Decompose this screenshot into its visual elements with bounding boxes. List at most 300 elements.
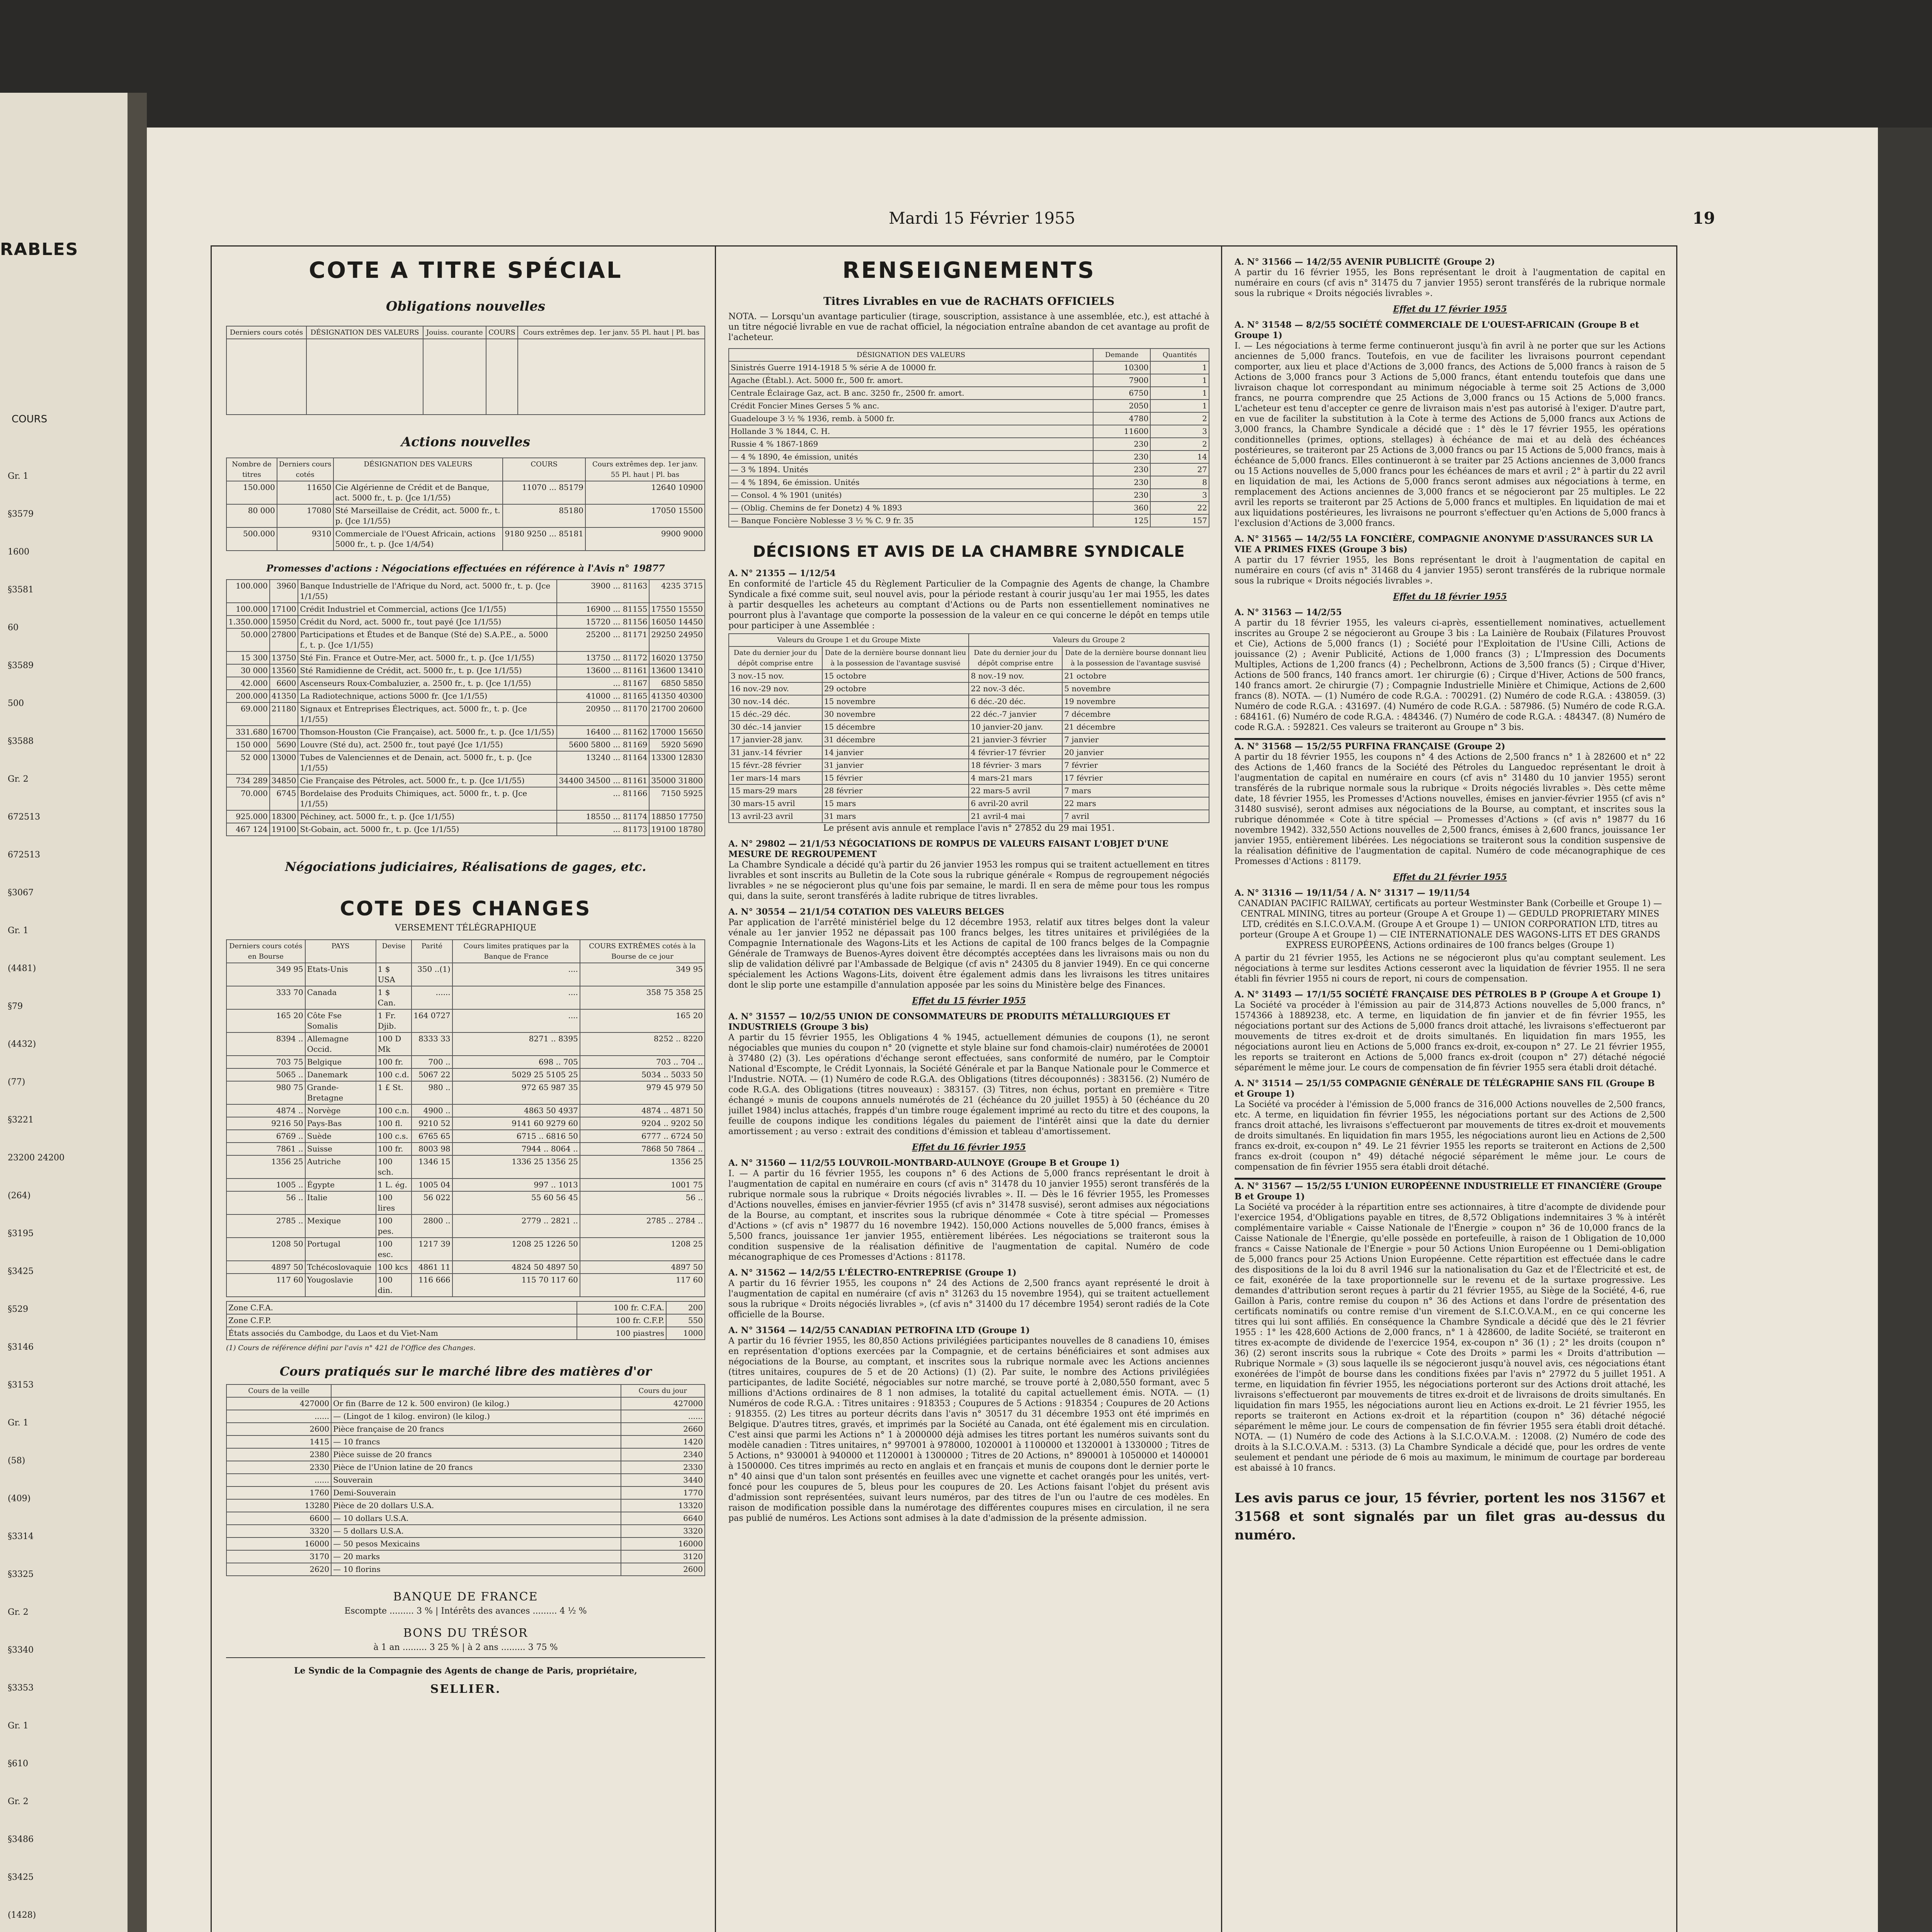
promesses-row-cell: 6600 [270,677,298,690]
promesses-row [226,787,705,810]
avis-31316-head: A. N° 31316 — 19/11/54 / A. N° 31317 — 19/11/54 [1235,888,1470,898]
left-page-row: 23200 24200 [8,1153,65,1163]
groupe-row-cell: 4 février-17 février [969,746,1062,759]
or-row-cell: — (Lingot de 1 kilog. environ) (le kilog.) [331,1410,621,1423]
avis-31560-text: I. — A partir du 16 février 1955, les coupons n° 6 des Actions de 5,000 francs représentant le droit à l'augmentation de capital en numéraire en cours (cf avis n° 31478 du 10 janvier 1955) seront transférés de la rubrique normale sous la rubrique « Droits négociés livrables ». II. — Dès le 16 février 1955, les Promesses d'Actions nouvelles, émises en janvier-février 1955 (cf avis n° 31478 susvisé), seront admises aux négociations de la Bourse, au comptant, et inscrites sous la rubrique dénommée « Cote à titre spécial — Promesses d'Actions » (cf avis n° 19877 du 16 novembre 1942). 150,000 Actions nouvelles de 5,000 francs, émises à 5,500 francs, jouissance 1er janvier 1955, entièrement libérées. Les négociations se traiteront sous la condition suspensive de la réalisation définitive de l'augmentation de capital. Numéro de code mécanographique de ces Promesses d'Actions : 81178. [728,1169,1209,1262]
promesses-row-cell: 35000 31800 [649,774,705,787]
promesses-row-cell: 25200 ... 81171 [557,628,649,651]
left-page-row: §3425 [8,1872,34,1882]
or-row [226,1486,705,1499]
avis-31564-head: A. N° 31564 — 14/2/55 CANADIAN PETROFINA LTD (Groupe 1) [728,1325,1030,1335]
groupe-dates-table [728,633,1209,823]
promesses-row-cell: 5920 5690 [649,738,705,751]
changes-row-cell: 100 c.d. [376,1068,412,1081]
promesses-row-cell: 15950 [270,616,298,628]
avis-31568-head: A. N° 31568 — 15/2/55 PURFINA FRANÇAISE (Groupe 2) [1235,738,1665,752]
or-row [226,1474,705,1486]
groupe-row-cell: 15 mars-29 mars [729,784,822,797]
groupe-row-cell: 30 nov.-14 déc. [729,695,822,708]
groupe-row [729,772,1209,784]
promesses-row-cell: 16900 ... 81155 [557,603,649,616]
groupe-row-cell: 4 mars-21 mars [969,772,1062,784]
or-row-cell: 2330 [226,1461,331,1474]
avis-30554-head: A. N° 30554 — 21/1/54 COTATION DES VALEURS BELGES [728,907,1004,917]
promesses-row-cell: 13750 ... 81172 [557,651,649,664]
rachats-row-cell: — 4 % 1894, 6e émission. Unités [729,476,1093,489]
changes-row-cell: 56 022 [412,1191,452,1214]
changes-row-cell: 1 $ USA [376,963,412,986]
changes-row-cell: 1208 25 1226 50 [452,1238,580,1261]
changes-row-cell: Autriche [305,1155,376,1179]
rachats-row-cell: 230 [1093,438,1150,451]
changes-row-cell: 703 75 [226,1056,305,1068]
promesses-row-cell: 70.000 [226,787,270,810]
negociations-judiciaires: Négociations judiciaires, Réalisations de gages, etc. [285,859,646,874]
left-page-fragment [0,93,128,1932]
rachats-header: Quantités [1150,349,1209,361]
changes-row-cell: 1005 04 [412,1179,452,1191]
changes-row-cell: 5029 25 5105 25 [452,1068,580,1081]
or-row-cell: Souverain [331,1474,621,1486]
promesses-table [226,579,705,836]
changes-row-cell: 5067 22 [412,1068,452,1081]
or-row [226,1397,705,1410]
changes-row-cell: 1356 25 [580,1155,705,1179]
groupe-row-cell: 15 mars [822,797,969,810]
changes-row-cell: 56 .. [226,1191,305,1214]
changes-row-cell: 9141 60 9279 60 [452,1117,580,1130]
left-page-row: Gr. 1 [8,926,29,935]
or-row-cell: 2380 [226,1448,331,1461]
changes-row-cell: Belgique [305,1056,376,1068]
left-page-row: §3325 [8,1570,34,1579]
bons-tresor-rates: à 1 an ......... 3 25 % | à 2 ans ......... 3 75 % [373,1643,558,1652]
changes-row [226,1274,705,1297]
changes-row-cell: Égypte [305,1179,376,1191]
promesses-row-cell: 6850 5850 [649,677,705,690]
rachats-row-cell: Russie 4 % 1867-1869 [729,438,1093,451]
changes-row-cell: Etats-Unis [305,963,376,986]
or-row-cell: 1415 [226,1435,331,1448]
promesses-row [226,651,705,664]
or-row-cell: 427000 [621,1397,705,1410]
changes-note: (1) Cours de référence défini par l'avis n° 421 de l'Office des Changes. [226,1344,476,1352]
rachats-row-cell: — Banque Foncière Noblesse 3 ½ % C. 9 fr. 35 [729,514,1093,527]
left-page-row: §3221 [8,1115,34,1125]
zone-row [226,1301,705,1314]
bons-tresor-title: BONS DU TRÉSOR [403,1626,528,1640]
or-row-cell: 13280 [226,1499,331,1512]
promesses-row-cell: 42.000 [226,677,270,690]
groupe-row-cell: 15 octobre [822,670,969,682]
promesses-row-cell: 16400 ... 81162 [557,726,649,738]
actions-header: Derniers cours cotés [277,458,333,481]
groupe-row-cell: 30 novembre [822,708,969,721]
groupe-row [729,695,1209,708]
avis-31548-text: I. — Les négociations à terme ferme continueront jusqu'à fin avril à ne porter que sur les Actions anciennes de 5,000 francs. Toutefois, en vue de faciliter les livraisons pourront cependant comporter, aux lieu et place d'Actions de 3,000 francs, des Actions de 5,000 francs à raison de 5 Actions de 3,000 francs pour 3 Actions de 5,000 francs, étant entendu toutefois que dans une livraison chaque lot correspondant au minimum négociable à terme soit 25 Actions de 3,000 francs, ne pourra comprendre que 25 Actions de 3,000 francs ou 15 Actions de 5,000 francs. L'acheteur est tenu d'accepter ce genre de livraison mais n'est pas autorisé à l'exiger. D'autre part, en vue de faciliter la substitution à la Cote à terme des Actions de 5,000 francs aux Actions de 3,000 francs, la Chambre Syndicale a décidé que : 1° dès le 17 février 1955, les opérations conditionnelles (primes, options, stellages) à échéance de mai et au delà des échéances postérieures, se traiteront par 25 Actions de 3,000 francs ou par 15 Actions de 5,000 francs, mais à échéance de 5,000 francs. Elles continueront à se traiter par 25 Actions anciennes de 3,000 francs ou 15 Actions nouvelles de 5,000 francs pour les échéances de mars et avril ; 2° à partir du 22 avril en liquidation de mai, les Actions de 5,000 francs seront admises aux négociations à terme, en remplacement des Actions anciennes de 3,000 francs et se négocieront par 25 multiples. Le 22 avril les reports se traiteront par 25 Actions de 5,000 francs et multiples. En liquidation de mai et aux liquidations postérieures, les livraisons ne pourront s'effectuer qu'en Actions de 5,000 francs à l'exclusion d'Actions de 3,000 francs. [1235,341,1665,528]
rachats-row-cell: 125 [1093,514,1150,527]
or-row-cell: 2330 [621,1461,705,1474]
changes-row-cell: 1 $ Can. [376,986,412,1009]
actions-header: DÉSIGNATION DES VALEURS [333,458,503,481]
groupe-row [729,746,1209,759]
promesses-row-cell: Thomson-Houston (Cie Française), act. 5000 fr., t. p. (Jce 1/1/55) [298,726,557,738]
changes-header: Derniers cours cotés en Bourse [226,940,305,963]
promesses-row-cell: 16020 13750 [649,651,705,664]
effet-17-fevrier: Effet du 17 février 1955 [1393,304,1507,314]
avis-31557-head: A. N° 31557 — 10/2/55 UNION DE CONSOMMATEURS DE PRODUITS MÉTALLURGIQUES ET INDUSTRIELS (Groupe 3 bis) [728,1012,1170,1032]
promesses-row-cell: 15 300 [226,651,270,664]
cote-changes-title: COTE DES CHANGES [340,897,592,920]
zone-row-cell: 100 fr. C.F.A. [577,1301,666,1314]
or-row [226,1461,705,1474]
rachats-row-cell: — 4 % 1890, 4e émission, unités [729,451,1093,463]
changes-row-cell: .... [452,986,580,1009]
rachats-row-cell: 2050 [1093,400,1150,412]
promesses-row-cell: 18850 17750 [649,810,705,823]
groupe-row-cell: 7 décembre [1062,708,1209,721]
groupe-row [729,733,1209,746]
changes-header: Devise [376,940,412,963]
avis-31567-head: A. N° 31567 — 15/2/55 L'UNION EUROPÉENNE INDUSTRIELLE ET FINANCIÈRE (Groupe B et Groupe 1) [1235,1178,1665,1202]
or-row [226,1537,705,1550]
promesses-row-cell: 13600 13410 [649,664,705,677]
rachats-note: NOTA. — Lorsqu'un avantage particulier (tirage, souscription, assistance à une assemblée, etc.), est attaché à un titre négocié livrable en vue de rachat officiel, la négociation entraîne abandon de cet avantage au profit de l'acheteur. [728,312,1209,342]
changes-row-cell: 117 60 [580,1274,705,1297]
promesses-row-cell: 4235 3715 [649,580,705,603]
or-row-cell: — 10 florins [331,1563,621,1576]
groupe-row-cell: 13 avril-23 avril [729,810,822,823]
changes-row [226,1130,705,1143]
rachats-row-cell: Guadeloupe 3 ½ % 1936, remb. à 5000 fr. [729,412,1093,425]
groupe-row-cell: 31 mars [822,810,969,823]
rachats-row-cell: 1 [1150,361,1209,374]
changes-row-cell: 7944 .. 8064 .. [452,1143,580,1155]
oblig-header: Cours extrêmes dep. 1er janv. 55 Pl. haut | Pl. bas [518,326,705,339]
or-row-cell: 2660 [621,1423,705,1435]
groupe-row-cell: 31 décembre [822,733,969,746]
promesses-row-cell: Participations et Études et de Banque (Sté de) S.A.P.E., a. 5000 f., t. p. (Jce 1/1/55) [298,628,557,651]
changes-row-cell: Portugal [305,1238,376,1261]
rachats-row-cell: Centrale Éclairage Gaz, act. B anc. 3250 fr., 2500 fr. amort. [729,387,1093,400]
rachats-row-cell: 1 [1150,400,1209,412]
zone-row [226,1327,705,1340]
zone-row-cell: 100 fr. C.F.P. [577,1314,666,1327]
avis-31563-head: A. N° 31563 — 14/2/55 [1235,607,1342,617]
left-page-cours-label: COURS [12,413,48,425]
chambre-syndicale-title: DÉCISIONS ET AVIS DE LA CHAMBRE SYNDICALE [753,543,1185,561]
changes-row-cell: 333 70 [226,986,305,1009]
zone-row-cell: États associés du Cambodge, du Laos et du Viet-Nam [226,1327,577,1340]
changes-row-cell: 698 .. 705 [452,1056,580,1068]
or-row-cell: 1420 [621,1435,705,1448]
rachats-header: Demande [1093,349,1150,361]
zone-row-cell: 550 [666,1314,705,1327]
promesses-row-cell: 13300 12830 [649,751,705,774]
changes-row-cell: 6769 .. [226,1130,305,1143]
actions-row-cell: 12640 10900 [585,481,705,504]
or-row [226,1410,705,1423]
groupe-row-cell: 21 avril-4 mai [969,810,1062,823]
or-row-cell: 3440 [621,1474,705,1486]
or-row-cell: Pièce suisse de 20 francs [331,1448,621,1461]
changes-row-cell: 100 kcs [376,1261,412,1274]
groupe-row-cell: 5 novembre [1062,682,1209,695]
promesses-row-cell: 16700 [270,726,298,738]
changes-row [226,1238,705,1261]
groupe-row [729,784,1209,797]
page-edge [1878,128,1932,1932]
promesses-row [226,702,705,726]
promesses-row-cell: 50.000 [226,628,270,651]
promesses-row-cell: 100.000 [226,580,270,603]
changes-row-cell: 9204 .. 9202 50 [580,1117,705,1130]
changes-row [226,1032,705,1056]
groupe-row-cell: 29 octobre [822,682,969,695]
changes-row-cell: 2779 .. 2821 .. [452,1214,580,1238]
promesses-row-cell: 150 000 [226,738,270,751]
groupe-row-cell: 20 janvier [1062,746,1209,759]
changes-row-cell: 56 .. [580,1191,705,1214]
or-row-cell: Demi-Souverain [331,1486,621,1499]
oblig-header: Jouiss. courante [423,326,486,339]
promesses-row-cell: 3960 [270,580,298,603]
avis-31316-text: A partir du 21 février 1955, les Actions ne se négocieront plus qu'au comptant seulement. Les négociations à terme sur lesdites Actions cesseront avec la liquidation de février 1955. Il ne sera établi fin février 1955 ni cours de report, ni cours de compensation. [1235,953,1665,984]
zones-table [226,1301,705,1340]
rachats-row-cell: 3 [1150,489,1209,502]
or-row [226,1423,705,1435]
banque-de-france-title: BANQUE DE FRANCE [393,1590,538,1604]
promesses-row-cell: 13000 [270,751,298,774]
promesses-row-cell: 30 000 [226,664,270,677]
groupe-row-cell: 15 novembre [822,695,969,708]
obligations-title: Obligations nouvelles [386,299,546,314]
groupe-row-cell: 7 février [1062,759,1209,772]
actions-row-cell: 150.000 [226,481,277,504]
changes-row-cell: Norvège [305,1104,376,1117]
changes-row-cell: 100 fl. [376,1117,412,1130]
changes-row-cell: 4863 50 4937 [452,1104,580,1117]
changes-row [226,1214,705,1238]
rachats-row-cell: 6750 [1093,387,1150,400]
or-row-cell: 13320 [621,1499,705,1512]
changes-row [226,1179,705,1191]
rachats-row-cell: 8 [1150,476,1209,489]
left-page-row: (58) [8,1456,26,1466]
promesses-row-cell: 21180 [270,702,298,726]
column-rule-2 [1221,245,1222,1932]
changes-row-cell: 1001 75 [580,1179,705,1191]
avis-30554-text: Par application de l'arrêté ministériel belge du 12 décembre 1953, relatif aux titres belges dont la valeur vénale au 1er janvier 1952 ne dépassait pas 100 francs belges, les titres unitaires et privilégiées de la Compagnie Internationale des Wagons-Lits et les Actions de capital de 100 francs belges de la Compagnie Générale de Tramways de Buenos-Ayres doivent être décomptés acceptées dans les livraisons mais ou non du slip de validation délivré par l'Ambassade de Belgique (cf avis n° 24305 du 8 janvier 1949). En ce qui concerne spécialement les Actions Wagons-Lits, doivent être également admis dans les livraisons les titres unitaires dont le slip porte une estampille d'annulation apposée par les soins du Ministère belge des Finances. [728,918,1209,990]
changes-row-cell: 997 .. 1013 [452,1179,580,1191]
cote-titre-special-title: COTE A TITRE SPÉCIAL [309,257,622,283]
left-page-row: 500 [8,699,24,708]
left-page-row: (1428) [8,1910,36,1920]
groupe-row-cell: 17 janvier-28 janv. [729,733,822,746]
promesses-row [226,664,705,677]
or-row-cell: 1770 [621,1486,705,1499]
rachats-row-cell: 230 [1093,476,1150,489]
changes-row-cell: 2785 .. [226,1214,305,1238]
actions-row-cell: 9180 9250 ... 85181 [503,527,585,551]
changes-row-cell: Suède [305,1130,376,1143]
changes-row-cell: Yougoslavie [305,1274,376,1297]
groupe-row [729,810,1209,823]
changes-row-cell: 4897 50 [580,1261,705,1274]
avis-31548-head: A. N° 31548 — 8/2/55 SOCIÉTÉ COMMERCIALE DE L'OUEST-AFRICAIN (Groupe B et Groupe 1) [1235,320,1639,340]
changes-row-cell: 7868 50 7864 .. [580,1143,705,1155]
promesses-row [226,751,705,774]
actions-row-cell: 500.000 [226,527,277,551]
or-row-cell: 3120 [621,1550,705,1563]
actions-row-cell: 85180 [503,504,585,527]
groupe-row-cell: 15 décembre [822,721,969,733]
changes-row-cell: 1217 39 [412,1238,452,1261]
column-cote-titre-special [226,257,705,1932]
changes-row-cell: Danemark [305,1068,376,1081]
oblig-header: DÉSIGNATION DES VALEURS [306,326,423,339]
rachats-header: DÉSIGNATION DES VALEURS [729,349,1093,361]
or-row-cell: 16000 [226,1537,331,1550]
column-avis-suite [1235,257,1665,1932]
groupe-row [729,670,1209,682]
zone-row-cell: 100 piastres [577,1327,666,1340]
left-page-row: §3589 [8,661,34,670]
promesses-row-cell: 5690 [270,738,298,751]
promesses-row-cell: 100.000 [226,603,270,616]
promesses-row-cell: 16050 14450 [649,616,705,628]
changes-row-cell: 55 60 56 45 [452,1191,580,1214]
groupe-row [729,708,1209,721]
left-page-row: §610 [8,1759,28,1769]
changes-row-cell: 8333 33 [412,1032,452,1056]
changes-row-cell: 8271 .. 8395 [452,1032,580,1056]
actions-row-cell: 17080 [277,504,333,527]
promesses-row-cell: 41350 [270,690,298,702]
changes-row-cell: 100 din. [376,1274,412,1297]
promesses-row-cell: 21700 20600 [649,702,705,726]
changes-row-cell: 1208 50 [226,1238,305,1261]
left-page-row: (409) [8,1494,31,1503]
changes-row-cell: 358 75 358 25 [580,986,705,1009]
rachats-row-cell: 1 [1150,374,1209,387]
or-row-cell: — 10 francs [331,1435,621,1448]
changes-row [226,986,705,1009]
left-page-row: Gr. 2 [8,774,29,784]
changes-row-cell: 9210 52 [412,1117,452,1130]
rachats-row [729,361,1209,374]
changes-row-cell: 4897 50 [226,1261,305,1274]
left-page-row: 672513 [8,812,40,822]
groupe-row-cell: 22 déc.-7 janvier [969,708,1062,721]
rachats-row-cell: 3 [1150,425,1209,438]
rachats-row-cell: 157 [1150,514,1209,527]
changes-row-cell: 100 sch. [376,1155,412,1179]
rachats-row [729,463,1209,476]
or-row [226,1525,705,1537]
or-row-cell: 3320 [226,1525,331,1537]
promesses-row-cell: 13600 ... 81161 [557,664,649,677]
changes-row-cell: 6777 .. 6724 50 [580,1130,705,1143]
or-header: Cours de la veille [226,1384,331,1397]
changes-row [226,1143,705,1155]
avis-29802-text: La Chambre Syndicale a décidé qu'à partir du 26 janvier 1953 les rompus qui se traitent actuellement en titres livrables et sont inscrits au Bulletin de la Cote sous la rubrique générale « Rompus de regroupement négociés livrables » ne se négocieront plus qu'une fois par semaine, le mardi. Il en sera de même pour tous les rompus qui, dans la suite, seront transférés à ladite rubrique de titres livrables. [728,860,1209,901]
avis-31562-text: A partir du 16 février 1955, les coupons n° 24 des Actions de 2,500 francs ayant représenté le droit à l'augmentation de capital en numéraire (cf avis n° 31263 du 15 novembre 1954), qui se traitent actuellement sous la rubrique « Droits négociés livrables », (cf avis n° 31400 du 17 décembre 1954) seront radiés de la Cote officielle de la Bourse. [728,1279,1209,1320]
rachats-row-cell: Crédit Foncier Mines Gerses 5 % anc. [729,400,1093,412]
changes-row-cell: 100 c.s. [376,1130,412,1143]
changes-row-cell: 115 70 117 60 [452,1274,580,1297]
left-page-row: §3146 [8,1342,34,1352]
groupe-row-cell: 21 janvier-3 février [969,733,1062,746]
or-row-cell: — 50 pesos Mexicains [331,1537,621,1550]
changes-row-cell: 4874 .. 4871 50 [580,1104,705,1117]
banque-de-france-rates: Escompte ......... 3 % | Intérêts des avances ......... 4 ½ % [344,1606,587,1616]
promesses-row-cell: 15720 ... 81156 [557,616,649,628]
rachats-row [729,425,1209,438]
groupe-row-cell: 30 mars-15 avril [729,797,822,810]
changes-row [226,1056,705,1068]
groupe-subheader: Date du dernier jour du dépôt comprise entre [969,646,1062,670]
promesses-row-cell: 52 000 [226,751,270,774]
changes-row-cell: 164 0727 [412,1009,452,1032]
actions-row [226,504,705,527]
promesses-row-cell: Tubes de Valenciennes et de Denain, act. 5000 fr., t. p. (Jce 1/1/55) [298,751,557,774]
changes-row-cell: Grande-Bretagne [305,1081,376,1104]
or-table [226,1384,705,1576]
actions-row-cell: 9310 [277,527,333,551]
promesses-row-cell: 20950 ... 81170 [557,702,649,726]
actions-row-cell: Cie Algérienne de Crédit et de Banque, act. 5000 fr., t. p. (Jce 1/1/55) [333,481,503,504]
left-page-row: §3353 [8,1683,34,1693]
groupe-subheader: Date de la dernière bourse donnant lieu à la possession de l'avantage susvisé [1062,646,1209,670]
groupe-row-cell: 31 janv.-14 février [729,746,822,759]
avis-31565-text: A partir du 17 février 1955, les Bons représentant le droit à l'augmentation de capital en numéraire en cours (cf avis n° 31468 du 4 janvier 1955) seront transférés de la rubrique normale sous la rubrique « Droits négociés livrables ». [1235,555,1665,586]
promesses-row-cell: 1.350.000 [226,616,270,628]
promesses-row [226,603,705,616]
changes-row-cell: 6765 65 [412,1130,452,1143]
avis-31514-text: La Société va procéder à l'émission de 5,000 francs de 316,000 Actions nouvelles de 2,500 francs, etc. A terme, en liquidation fin février 1955, les négociations portant sur des Actions de 2,500 francs droit attaché, les livraisons s'effectueront par mouvements de titres ex-droit et mouvements de droits simultanés. En liquidation fin mars 1955, les négociations auront lieu en Actions de 2,500 francs ex-droit, ex-coupon n° 49. Le 21 février 1955 les reports se traiteront en Actions de 2,500 francs ex-droit (coupon n° 49) détaché négocié séparément le même jour. Le cours de compensation de fin février 1955 sera établi droit détaché. [1235,1100,1665,1172]
left-page-row: §3425 [8,1267,34,1276]
avis-31560-head: A. N° 31560 — 11/2/55 LOUVROIL-MONTBARD-AULNOYE (Groupe B et Groupe 1) [728,1158,1120,1168]
changes-row [226,1117,705,1130]
groupe-row-cell: 28 février [822,784,969,797]
changes-header: COURS EXTRÊMES cotés à la Bourse de ce jour [580,940,705,963]
zone-row-cell: 200 [666,1301,705,1314]
groupe-row-cell: 6 déc.-20 déc. [969,695,1062,708]
changes-row-cell: Tchécoslovaquie [305,1261,376,1274]
promesses-row-cell: 34850 [270,774,298,787]
or-row-cell: Pièce de l'Union latine de 20 francs [331,1461,621,1474]
left-page-row: Gr. 1 [8,471,29,481]
actions-row [226,527,705,551]
groupe-row-cell: 6 avril-20 avril [969,797,1062,810]
avis-31493-head: A. N° 31493 — 17/1/55 SOCIÉTÉ FRANÇAISE DES PÉTROLES B P (Groupe A et Groupe 1) [1235,990,1661,1000]
rachats-row-cell: 27 [1150,463,1209,476]
left-page-row: §3067 [8,888,34,898]
changes-row-cell: 703 .. 704 .. [580,1056,705,1068]
actions-nouvelles-table [226,457,705,551]
promesses-row [226,774,705,787]
changes-row-cell: 979 45 979 50 [580,1081,705,1104]
promesses-row-cell: 7150 5925 [649,787,705,810]
left-page-row: (264) [8,1191,31,1201]
rachats-row-cell: 10300 [1093,361,1150,374]
groupe-subheader: Date de la dernière bourse donnant lieu à la possession de l'avantage susvisé [822,646,969,670]
groupe-row [729,797,1209,810]
or-row-cell: 427000 [226,1397,331,1410]
changes-row [226,1104,705,1117]
groupe-row-cell: 7 avril [1062,810,1209,823]
